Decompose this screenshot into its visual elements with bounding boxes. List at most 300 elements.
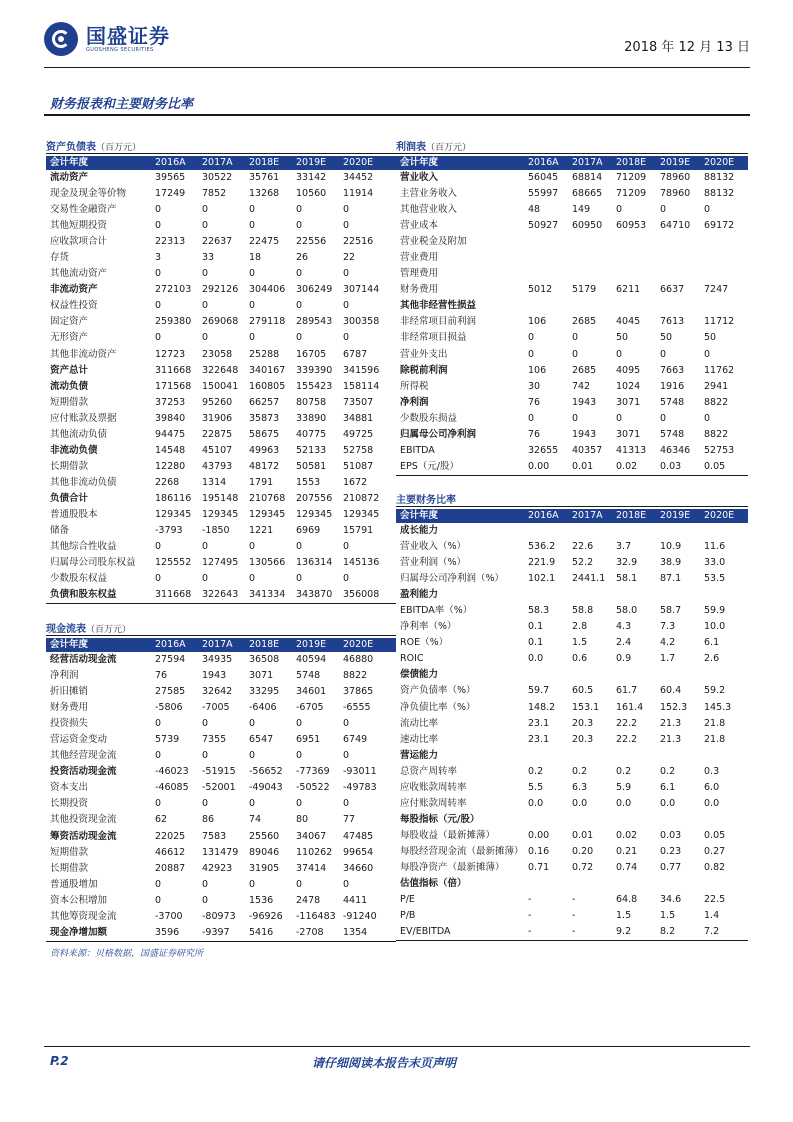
row-value: 3071	[249, 670, 274, 682]
table-row	[396, 298, 748, 314]
row-value: 0	[296, 750, 303, 762]
row-value: 0.02	[616, 460, 638, 472]
row-value: 0	[155, 220, 162, 232]
row-value	[660, 266, 704, 282]
row-value: 71209	[616, 188, 647, 200]
row-value: 87.1	[660, 573, 682, 585]
row-value: 339390	[296, 364, 333, 376]
row-value: 0.1	[528, 637, 544, 649]
row-label: 净负债比率（%）	[400, 701, 476, 713]
table-row	[396, 796, 748, 812]
row-value: 0.21	[616, 845, 638, 857]
row-label: EBITDA	[400, 444, 435, 456]
row-value: 5748	[660, 396, 685, 408]
row-value: 3	[155, 252, 162, 264]
row-value: -1850	[202, 525, 230, 537]
table-row	[396, 282, 748, 298]
row-value: 58.8	[572, 605, 594, 617]
row-value: 269068	[202, 316, 239, 328]
table-unit: （百万元）	[86, 625, 132, 635]
row-value: 30	[528, 380, 541, 392]
row-value: 34660	[343, 862, 374, 874]
row-value: 0	[343, 300, 350, 312]
row-value: 11.6	[704, 541, 726, 553]
row-value: 0	[660, 204, 667, 216]
row-value: 210768	[249, 492, 286, 504]
row-value: 12723	[155, 348, 186, 360]
row-value: -6555	[343, 702, 371, 714]
row-value: 22516	[343, 236, 374, 248]
logo-icon	[44, 22, 78, 56]
table-row	[396, 314, 748, 330]
row-value: 5.5	[528, 781, 544, 793]
row-label: 归属母公司股东权益	[50, 557, 136, 569]
row-value: 5748	[296, 670, 321, 682]
row-value: 6.1	[660, 781, 676, 793]
table-row	[396, 619, 748, 635]
row-value: 149	[572, 204, 591, 216]
row-value: -56652	[249, 766, 283, 778]
table-row	[46, 411, 396, 427]
row-value: 0	[202, 718, 209, 730]
table-row	[46, 829, 396, 845]
row-value: 0	[249, 220, 256, 232]
row-value: 300358	[343, 316, 380, 328]
row-label: 其他非流动负债	[50, 476, 117, 488]
row-value	[528, 587, 572, 603]
row-value: 0	[343, 220, 350, 232]
row-value: 58.1	[616, 573, 638, 585]
table-row	[396, 347, 748, 363]
row-value: 40594	[296, 654, 327, 665]
header-year: 2020E	[343, 157, 374, 168]
row-value: 2.8	[572, 621, 588, 633]
row-value: 110262	[296, 846, 333, 858]
row-value: 22	[343, 252, 356, 264]
row-value: 102.1	[528, 573, 556, 585]
row-value: 0	[202, 750, 209, 762]
row-value: 58675	[249, 428, 280, 440]
row-label: 资产总计	[50, 364, 89, 376]
row-value: 0	[660, 348, 667, 360]
row-value: 0	[155, 878, 162, 890]
row-value	[528, 523, 572, 539]
row-value: 52753	[704, 444, 735, 456]
header-divider	[44, 67, 750, 68]
row-value: 35873	[249, 412, 280, 424]
table-row	[396, 250, 748, 266]
row-value: 0.82	[704, 861, 726, 873]
row-value: 99654	[343, 846, 374, 858]
row-value: 0	[704, 348, 711, 360]
row-value	[572, 876, 616, 892]
row-value: 33295	[249, 686, 280, 698]
row-label: 净利润	[400, 396, 429, 408]
row-value: 10560	[296, 188, 327, 200]
row-label: 长期借款	[50, 862, 89, 874]
table-row	[46, 684, 396, 700]
table-bottom-rule	[396, 475, 748, 476]
row-value: 2685	[572, 364, 597, 376]
row-value: 51087	[343, 460, 374, 472]
table-row	[46, 218, 396, 234]
row-value: 0	[249, 300, 256, 312]
table-row	[396, 459, 748, 475]
header-year: 2018E	[249, 639, 280, 650]
table-row	[396, 266, 748, 282]
row-value: 0	[202, 268, 209, 280]
row-value: 46880	[343, 654, 374, 665]
row-value: 289543	[296, 316, 333, 328]
table-row	[46, 652, 396, 668]
table-row	[396, 748, 748, 764]
row-value: 1943	[572, 428, 597, 440]
table-row	[396, 844, 748, 860]
row-value: 210872	[343, 492, 380, 504]
row-value: 34935	[202, 654, 233, 665]
row-label: 估值指标（倍）	[400, 878, 467, 890]
row-label: 营业税金及附加	[400, 236, 467, 248]
table-row	[396, 603, 748, 619]
row-value	[528, 298, 572, 314]
table-row	[396, 924, 748, 940]
row-value: 7583	[202, 830, 227, 842]
row-value: 71209	[616, 172, 647, 183]
row-value	[572, 523, 616, 539]
row-value: 0	[296, 718, 303, 730]
row-value: 22.2	[616, 717, 638, 729]
report-date: 2018 年 12 月 13 日	[624, 40, 750, 55]
table-title	[46, 620, 396, 636]
row-value: 4.3	[616, 621, 632, 633]
row-value: 12280	[155, 460, 186, 472]
row-value: 0	[202, 573, 209, 585]
table-title-text: 利润表	[396, 142, 426, 153]
row-value: 11914	[343, 188, 374, 200]
table-row	[46, 796, 396, 812]
header-year: 2018E	[249, 157, 280, 168]
row-label: 营业外支出	[400, 348, 448, 360]
row-value	[572, 250, 616, 266]
row-value	[572, 234, 616, 250]
row-value	[616, 876, 660, 892]
row-value: -46023	[155, 766, 189, 778]
table-unit: （百万元）	[96, 143, 142, 153]
row-value: 6749	[343, 734, 368, 746]
row-value: 307144	[343, 284, 380, 296]
row-value	[704, 250, 748, 266]
row-label: 非经常项目损益	[400, 332, 467, 344]
row-value: 34452	[343, 172, 374, 183]
row-label: 营业成本	[400, 220, 439, 232]
header-year: 2019E	[296, 157, 327, 168]
row-value: 0.1	[528, 621, 544, 633]
row-value: 0.0	[528, 653, 544, 665]
table-row	[396, 379, 748, 395]
row-value: 0	[296, 573, 303, 585]
row-value: 0	[660, 412, 667, 424]
row-value: -	[528, 926, 532, 938]
row-value: -	[528, 910, 532, 922]
row-label: 短期借款	[50, 396, 89, 408]
row-value: 88132	[704, 188, 735, 200]
row-value: 32642	[202, 686, 233, 698]
row-value: 7613	[660, 316, 685, 328]
table-row	[396, 780, 748, 796]
row-value: 0.02	[616, 829, 638, 841]
row-label: 应付账款及票据	[50, 412, 117, 424]
row-value: 1.4	[704, 910, 720, 922]
row-label: 每股经营现金流（最新摊薄）	[400, 845, 524, 857]
table-row	[46, 893, 396, 909]
header-year: 2017A	[202, 157, 233, 168]
row-value: 59.2	[704, 685, 726, 697]
row-value: 0.05	[704, 460, 726, 472]
row-value: 322648	[202, 364, 239, 376]
row-value: -116483	[296, 910, 336, 922]
row-value: 38.9	[660, 557, 682, 569]
row-value: 8822	[343, 670, 368, 682]
row-value: 80	[296, 814, 309, 826]
row-value: 9.2	[616, 926, 632, 938]
row-label: EBITDA率（%）	[400, 605, 473, 617]
table-row	[46, 909, 396, 925]
row-value: 0	[296, 300, 303, 312]
row-value: 53.5	[704, 573, 726, 585]
row-label: 其他营业收入	[400, 204, 458, 216]
row-label: 营业收入（%）	[400, 541, 467, 553]
footer-divider	[44, 1046, 750, 1047]
table-row	[396, 218, 748, 234]
row-value: 161.4	[616, 701, 644, 713]
row-value: 0	[343, 878, 350, 890]
row-value: 61.7	[616, 685, 638, 697]
row-value: 33.0	[704, 557, 726, 569]
row-label: 交易性金融资产	[50, 204, 117, 216]
row-label: 营运能力	[400, 749, 439, 761]
row-value: 1221	[249, 525, 274, 537]
row-value: 0	[616, 204, 623, 216]
row-value: 1672	[343, 476, 368, 488]
row-value: 150041	[202, 380, 239, 392]
row-value: 186116	[155, 492, 192, 504]
row-value: 86	[202, 814, 215, 826]
row-value: 0.23	[660, 845, 682, 857]
table-row	[46, 202, 396, 218]
row-value	[572, 587, 616, 603]
row-value	[572, 667, 616, 683]
table-row	[46, 523, 396, 539]
table-title-text: 现金流表	[46, 624, 86, 635]
row-label: 其他流动资产	[50, 268, 108, 280]
row-value: 2685	[572, 316, 597, 328]
row-value: 0	[343, 750, 350, 762]
row-label: 所得税	[400, 380, 429, 392]
table-row	[396, 667, 748, 683]
row-value: 0.72	[572, 861, 594, 873]
row-label: 存货	[50, 252, 70, 264]
row-value: 0	[296, 541, 303, 553]
row-value: 0.77	[660, 861, 682, 873]
row-value: 0	[343, 332, 350, 344]
header-year: 2016A	[155, 157, 186, 168]
row-value: 171568	[155, 380, 192, 392]
row-value: 58.0	[616, 605, 638, 617]
row-value	[572, 812, 616, 828]
row-value: 10.9	[660, 541, 682, 553]
row-value: 0	[155, 268, 162, 280]
table-row	[396, 186, 748, 202]
table-row	[46, 780, 396, 796]
table-row	[46, 716, 396, 732]
table-row	[396, 651, 748, 667]
row-value: 0	[202, 798, 209, 810]
row-value: 46346	[660, 444, 691, 456]
row-value: 50	[660, 332, 673, 344]
row-value: 1354	[343, 926, 368, 938]
row-value: 33	[202, 252, 215, 264]
table-row	[396, 700, 748, 716]
row-value	[660, 250, 704, 266]
table-row	[46, 170, 396, 186]
row-value: 7.2	[704, 926, 720, 938]
row-value: 129345	[155, 508, 192, 520]
table-row	[46, 732, 396, 748]
row-value: 311668	[155, 589, 192, 601]
row-value: 127495	[202, 557, 239, 569]
row-value: 0	[343, 541, 350, 553]
row-value: 0	[202, 220, 209, 232]
table-row	[46, 700, 396, 716]
header-year: 2017A	[202, 639, 233, 650]
row-value: 37414	[296, 862, 327, 874]
row-value: -9397	[202, 926, 230, 938]
company-logo	[44, 22, 170, 56]
row-value: 13268	[249, 188, 280, 200]
row-value: 73507	[343, 396, 374, 408]
table-row	[46, 507, 396, 523]
table-row	[396, 683, 748, 699]
row-value: 11712	[704, 316, 735, 328]
table-row	[46, 475, 396, 491]
table-row	[46, 282, 396, 298]
table-row	[396, 876, 748, 892]
row-value: 0.2	[528, 765, 544, 777]
row-value: 153.1	[572, 701, 600, 713]
row-value: 279118	[249, 316, 286, 328]
row-value	[572, 266, 616, 282]
table-row	[396, 635, 748, 651]
row-value: 0	[343, 573, 350, 585]
table-row	[46, 764, 396, 780]
row-value: 34881	[343, 412, 374, 424]
table-row	[46, 314, 396, 330]
table-row	[46, 298, 396, 314]
table-title	[46, 138, 396, 154]
row-value: 15791	[343, 525, 374, 537]
row-value: 0	[249, 718, 256, 730]
row-value: 306249	[296, 284, 333, 296]
row-value: 0	[528, 348, 535, 360]
row-value: 69172	[704, 220, 735, 232]
row-label: 每股净资产（最新摊薄）	[400, 861, 505, 873]
row-value	[660, 748, 704, 764]
row-label: EPS（元/股）	[400, 460, 459, 472]
table-bottom-rule	[396, 940, 748, 941]
row-value: 221.9	[528, 557, 556, 569]
row-value: 5416	[249, 926, 274, 938]
row-value	[528, 667, 572, 683]
row-label: 固定资产	[50, 316, 89, 328]
row-value: 4045	[616, 316, 641, 328]
row-label: 流动负债	[50, 380, 89, 392]
row-value: 356008	[343, 589, 380, 601]
row-value: 0	[528, 412, 535, 424]
row-value	[572, 748, 616, 764]
row-value: 1553	[296, 476, 321, 488]
row-value: 23.1	[528, 733, 550, 745]
row-value: 0.0	[704, 797, 720, 809]
row-value: 59.9	[704, 605, 726, 617]
row-value: -49043	[249, 782, 283, 794]
table-header-row	[46, 156, 396, 170]
row-value: 155423	[296, 380, 333, 392]
row-value: 7355	[202, 734, 227, 746]
table-row	[396, 892, 748, 908]
row-value	[704, 667, 748, 683]
row-value	[660, 523, 704, 539]
row-value: 1943	[202, 670, 227, 682]
row-value	[660, 587, 704, 603]
row-value: -	[572, 910, 576, 922]
row-value: 0	[155, 750, 162, 762]
row-value: 10.0	[704, 621, 726, 633]
table-row	[46, 234, 396, 250]
table-row	[46, 459, 396, 475]
row-value: 62	[155, 814, 168, 826]
row-value: 0	[572, 348, 579, 360]
row-value: 48	[528, 204, 541, 216]
row-label: 非流动资产	[50, 284, 98, 296]
row-value	[660, 876, 704, 892]
row-value: 207556	[296, 492, 333, 504]
row-value: 60.4	[660, 685, 682, 697]
row-value: 8.2	[660, 926, 676, 938]
row-value: 6547	[249, 734, 274, 746]
row-label: 流动资产	[50, 172, 89, 183]
row-value: 2478	[296, 894, 321, 906]
row-value: 148.2	[528, 701, 556, 713]
row-value: 341596	[343, 364, 380, 376]
disclaimer-note: 请仔细阅读本报告末页声明	[312, 1056, 457, 1070]
row-value: 6951	[296, 734, 321, 746]
row-label: 其他流动负债	[50, 428, 108, 440]
row-value: 272103	[155, 284, 192, 296]
row-value: 6787	[343, 348, 368, 360]
row-value: 0	[704, 204, 711, 216]
row-value	[704, 748, 748, 764]
row-label: 偿债能力	[400, 669, 439, 681]
row-value: 0	[202, 300, 209, 312]
row-value: 37865	[343, 686, 374, 698]
table-unit: （百万元）	[426, 143, 472, 153]
header-year: 2016A	[528, 157, 559, 168]
row-value: 22637	[202, 236, 233, 248]
row-label: ROE（%）	[400, 637, 449, 649]
row-value: 32655	[528, 444, 559, 456]
row-value: 0	[155, 300, 162, 312]
row-label: 少数股东损益	[400, 412, 458, 424]
